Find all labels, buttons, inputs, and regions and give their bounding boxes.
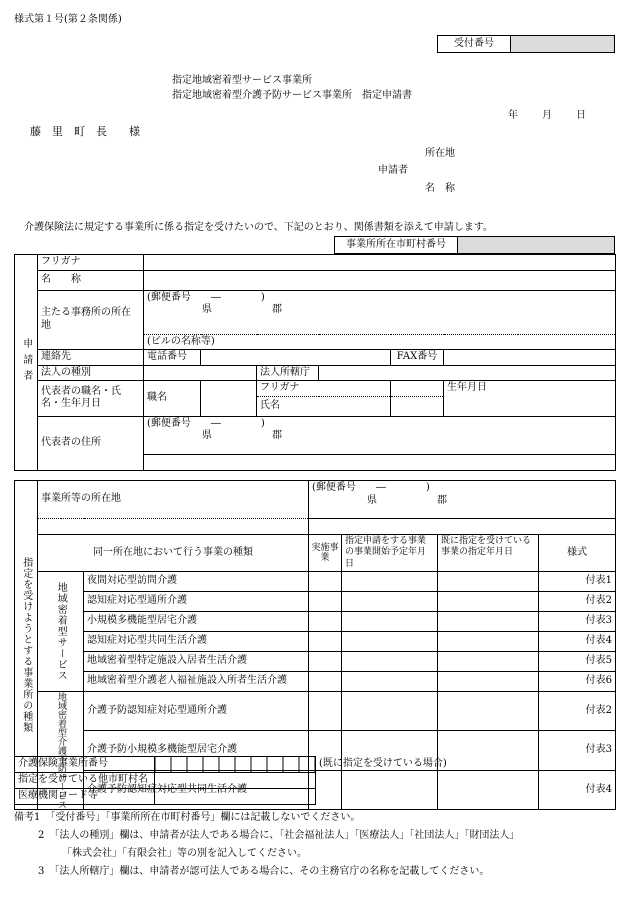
- prefecture: 県: [202, 304, 212, 315]
- name-label: 名 称: [38, 270, 144, 290]
- start-date-cell[interactable]: [342, 612, 438, 632]
- corp-office-field[interactable]: [319, 365, 616, 381]
- form-cell: 付表3: [539, 731, 616, 770]
- service-name: 地域密着型特定施設入居者生活介護: [84, 652, 309, 672]
- impl-cell[interactable]: [309, 692, 342, 731]
- preventive-service-name: 介護予防認知症対応型共同生活介護: [84, 770, 309, 809]
- rep-address-extra[interactable]: [144, 454, 616, 470]
- header-impl: 実施事業: [309, 535, 342, 572]
- group2-label: 地域密着型介護予防サービス: [38, 692, 84, 810]
- note-3: 3 「法人所轄庁」欄は、申請者が認可法人である場合に、その主務官庁の名称を記載してください。: [38, 866, 490, 877]
- corp-type-field[interactable]: [144, 365, 257, 381]
- title-line2: 指定地域密着型介護予防サービス事業所 指定申請書: [172, 90, 412, 101]
- bottom-table: [14, 756, 616, 805]
- service-name: 認知症対応型通所介護: [84, 592, 309, 612]
- applicant-name-label: 名 称: [425, 183, 455, 194]
- rep-postal-code: (郵便番号 ― ): [147, 417, 265, 429]
- municipality-number-box: [334, 236, 615, 254]
- contact-label: 連絡先: [38, 350, 144, 366]
- intro-text: 介護保険法に規定する事業所に係る指定を受けたいので、下記のとおり、関係書類を添えて申請します。: [24, 222, 493, 233]
- impl-cell[interactable]: [309, 632, 342, 652]
- applicant-address-label: 所在地: [425, 148, 455, 159]
- phone-field[interactable]: [201, 350, 391, 366]
- other-municipality-field[interactable]: [155, 773, 316, 789]
- form-cell: 付表5: [539, 652, 616, 672]
- form-cell: 付表2: [539, 592, 616, 612]
- facility-postal-code: (郵便番号 ― ): [312, 482, 430, 493]
- date-year: 年: [508, 110, 518, 121]
- rep-furigana-label: フリガナ: [257, 381, 391, 397]
- main-office-label: 主たる事務所の所在地: [38, 290, 144, 350]
- already-note: (既に指定を受けている場合): [316, 757, 616, 773]
- start-date-cell[interactable]: [342, 652, 438, 672]
- insurance-number-label: 介護保険事業所番号: [15, 757, 155, 773]
- service-name: 地域密着型介護老人福祉施設入所者生活介護: [84, 672, 309, 692]
- impl-cell[interactable]: [309, 672, 342, 692]
- facility-location-label: 事業所等の所在地: [38, 481, 309, 519]
- date-day: 日: [576, 110, 586, 121]
- impl-cell[interactable]: [309, 652, 342, 672]
- name-field[interactable]: [144, 270, 616, 290]
- facility-prefecture: 県: [367, 494, 377, 506]
- note-2a: 2 「法人の種別」欄は、申請者が法人である場合に、「社会福祉法人」「医療法人」「社団法人」「財団法人」: [38, 830, 520, 841]
- rep-furigana-field[interactable]: [391, 381, 444, 397]
- municipality-number-field[interactable]: [458, 237, 615, 254]
- already-date-cell[interactable]: [438, 672, 539, 692]
- phone-label: 電話番号: [144, 350, 201, 366]
- furigana-field[interactable]: [144, 255, 616, 271]
- rep-county: 郡: [272, 430, 282, 441]
- start-date-cell[interactable]: [342, 672, 438, 692]
- rep-name-field[interactable]: [391, 396, 444, 416]
- position-label: 職名: [144, 381, 201, 417]
- form-cell: 付表6: [539, 672, 616, 692]
- main-office-address-field[interactable]: [144, 290, 616, 334]
- already-date-cell[interactable]: [438, 632, 539, 652]
- insurance-number-field[interactable]: [155, 757, 316, 773]
- already-date-cell[interactable]: [438, 612, 539, 632]
- service-name: 認知症対応型共同生活介護: [84, 632, 309, 652]
- service-name: 小規模多機能型居宅介護: [84, 612, 309, 632]
- applicant-side-label: 申請者: [15, 255, 38, 471]
- rep-name-label: 氏名: [257, 396, 391, 416]
- header-start: 指定申請をする事業の事業開始予定年月日: [342, 535, 438, 572]
- reception-number-box: [437, 35, 615, 53]
- start-date-cell[interactable]: [342, 632, 438, 652]
- fax-label: FAX番号: [391, 350, 444, 366]
- county: 郡: [272, 304, 282, 315]
- birth-date-label: 生年月日: [447, 382, 487, 393]
- group1-label: 地域密着型サービス: [38, 572, 84, 692]
- impl-cell[interactable]: [309, 612, 342, 632]
- already-date-cell[interactable]: [438, 572, 539, 592]
- header-already: 既に指定を受けている事業の指定年月日: [438, 535, 539, 572]
- rep-prefecture: 県: [202, 430, 212, 441]
- start-date-cell[interactable]: [342, 692, 438, 731]
- reception-number-field[interactable]: [511, 36, 615, 53]
- reception-number-label: 受付番号: [438, 36, 511, 53]
- postal-code: (郵便番号 ― ): [147, 291, 265, 303]
- header-form: 様式: [539, 535, 616, 572]
- impl-cell[interactable]: [309, 572, 342, 592]
- date-month: 月: [542, 110, 552, 121]
- header-service: 同一所在地において行う事業の種類: [38, 535, 309, 572]
- applicant-table: [14, 254, 616, 471]
- facility-county: 郡: [437, 494, 447, 506]
- building-name[interactable]: (ビルの名称等): [144, 334, 616, 350]
- preventive-service-name: 介護予防小規模多機能型居宅介護: [84, 731, 309, 770]
- addressee: 藤 里 町 長 様: [30, 125, 140, 138]
- municipality-number-label: 事業所所在市町村番号: [335, 237, 458, 254]
- service-name: 夜間対応型訪問介護: [84, 572, 309, 592]
- birth-date-field[interactable]: [444, 381, 616, 417]
- rep-address-field[interactable]: [144, 416, 616, 454]
- already-date-cell[interactable]: [438, 692, 539, 731]
- form-cell: 付表2: [539, 692, 616, 731]
- facility-location-extra[interactable]: [309, 519, 616, 535]
- other-municipality-label: 指定を受けている他市町村名: [15, 773, 155, 789]
- facility-location-field[interactable]: [309, 481, 616, 519]
- already-date-cell[interactable]: [438, 652, 539, 672]
- form-cell: 付表4: [539, 770, 616, 809]
- already-date-cell[interactable]: [438, 592, 539, 612]
- form-number: 様式第１号(第２条関係): [14, 14, 122, 25]
- position-field[interactable]: [201, 381, 257, 417]
- medical-code-label: 医療機関コード等: [15, 789, 155, 805]
- title-line1: 指定地域密着型サービス事業所: [172, 75, 312, 86]
- note-1: 備考1 「受付番号」「事業所所在市町村番号」欄には記載しないでください。: [14, 812, 361, 823]
- note-2b: 「株式会社」「有限会社」等の別を記入してください。: [62, 848, 307, 859]
- facility-location-label-extra: [38, 519, 309, 535]
- form-cell: 付表3: [539, 612, 616, 632]
- corp-type-label: 法人の種別: [38, 365, 144, 381]
- medical-code-field[interactable]: [155, 789, 316, 805]
- facility-side-label: 指定を受けようとする事業所の種類: [15, 481, 38, 810]
- start-date-cell[interactable]: [342, 572, 438, 592]
- fax-field[interactable]: [444, 350, 616, 366]
- corp-office-label: 法人所轄庁: [257, 365, 319, 381]
- form-cell: 付表1: [539, 572, 616, 592]
- start-date-cell[interactable]: [342, 592, 438, 612]
- form-cell: 付表4: [539, 632, 616, 652]
- rep-address-label: 代表者の住所: [38, 416, 144, 470]
- applicant-label: 申請者: [378, 165, 408, 176]
- preventive-service-name: 介護予防認知症対応型通所介護: [84, 692, 309, 731]
- rep-title-label: 代表者の職名・氏名・生年月日: [38, 381, 144, 417]
- impl-cell[interactable]: [309, 592, 342, 612]
- furigana-label: フリガナ: [38, 255, 144, 271]
